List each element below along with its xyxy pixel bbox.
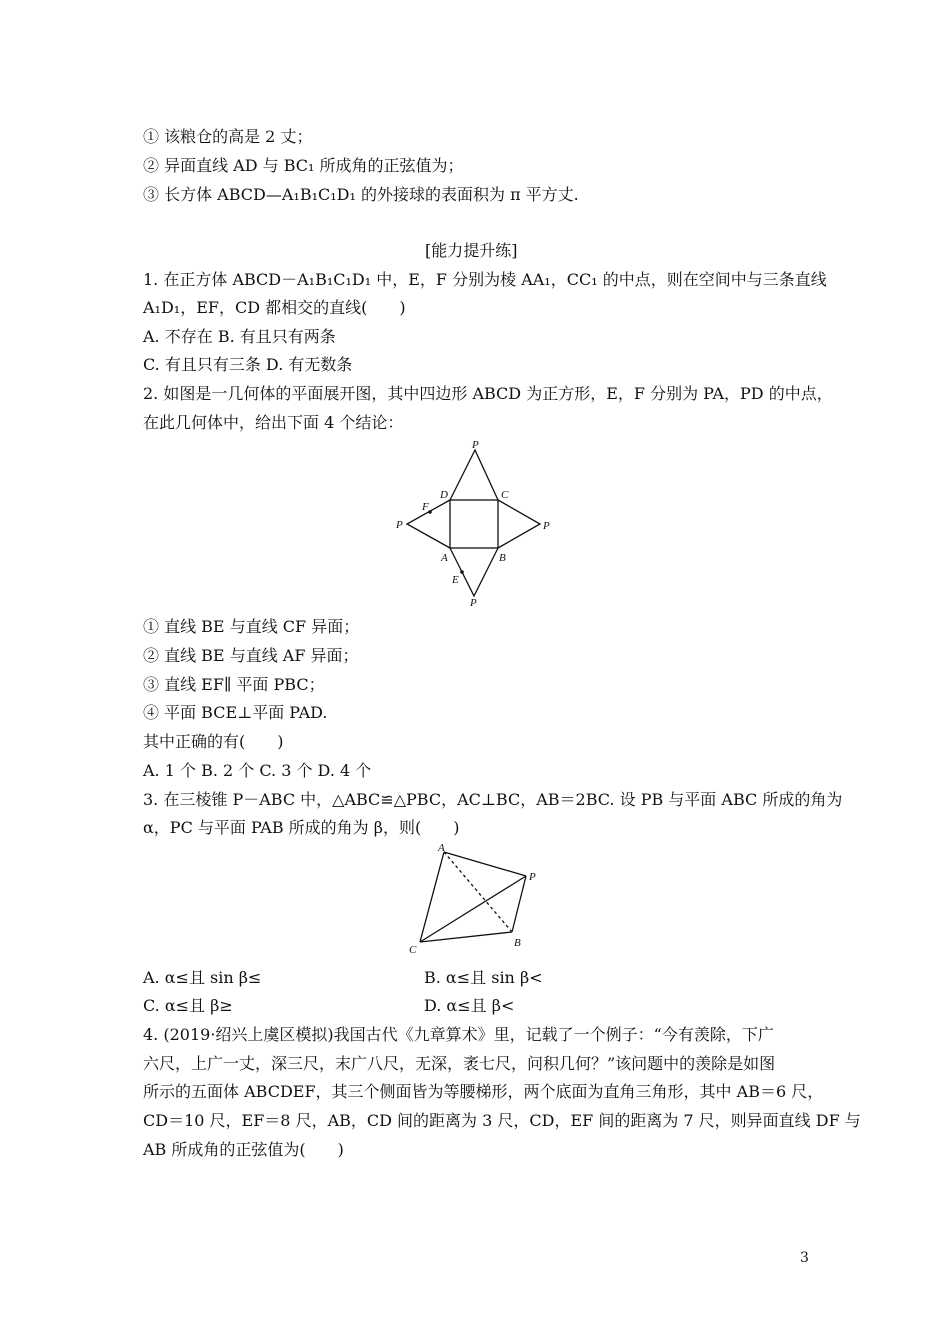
item-1: ① 该粮仓的高是 2 丈； <box>143 127 313 146</box>
q4-line-3: 所示的五面体 ABCDEF，其三个侧面皆为等腰梯形，两个底面为直角三角形，其中 AB＝6 尺， <box>143 1082 824 1101</box>
triangle-bottom <box>450 548 498 596</box>
q2-options: A. 1 个 B. 2 个 C. 3 个 D. 4 个 <box>143 761 372 780</box>
q2-statement-1: ① 直线 BE 与直线 CF 异面； <box>143 617 360 636</box>
label-p-top: P <box>472 439 479 451</box>
label-a: A <box>441 552 448 564</box>
q2-statement-4: ④ 平面 BCE⊥平面 PAD. <box>143 703 328 722</box>
label-p-right: P <box>543 520 550 532</box>
q3-option-d: D. α≤且 β< <box>424 996 515 1015</box>
q2-statement-3: ③ 直线 EF∥ 平面 PBC； <box>143 675 325 694</box>
point-e <box>460 570 464 574</box>
edge-pb <box>512 876 526 932</box>
q4-line-1: 4. (2019·绍兴上虞区模拟)我国古代《九章算术》里，记载了一个例子：“今有羡除，下广 <box>143 1025 774 1044</box>
q2-statement-2: ② 直线 BE 与直线 AF 异面； <box>143 646 359 665</box>
point-f <box>428 510 432 514</box>
label-b: B <box>514 937 521 949</box>
q3-option-c: C. α≤且 β≥ <box>143 996 233 1015</box>
q2-stem-line1: 2. 如图是一几何体的平面展开图，其中四边形 ABCD 为正方形，E，F 分别为 PA，PD 的中点， <box>143 384 833 403</box>
q3-option-a: A. α≤且 sin β≤ <box>143 968 262 987</box>
q3-option-b: B. α≤且 sin β< <box>424 968 543 987</box>
q3-stem-line2: α，PC 与平面 PAB 所成的角为 β，则( ) <box>143 818 460 837</box>
section-title: [能力提升练] <box>425 241 518 260</box>
label-f: F <box>422 501 429 513</box>
triangle-top <box>450 450 498 500</box>
item-3: ③ 长方体 ABCD—A₁B₁C₁D₁ 的外接球的表面积为 π 平方丈. <box>143 185 579 204</box>
q4-line-5: AB 所成角的正弦值为( ) <box>143 1140 344 1159</box>
q2-stem-line2: 在此几何体中，给出下面 4 个结论： <box>143 413 404 432</box>
q1-options-ab: A. 不存在 B. 有且只有两条 <box>143 327 336 346</box>
label-p-bottom: P <box>470 597 477 609</box>
q2-question: 其中正确的有( ) <box>143 732 284 751</box>
q4-line-4: CD＝10 尺，EF＝8 尺，AB，CD 间的距离为 3 尺，CD，EF 间的距离为 7 尺，则异面直线 DF 与 <box>143 1111 861 1130</box>
square-abcd <box>450 500 498 548</box>
label-d: D <box>440 489 448 501</box>
label-b: B <box>499 552 506 564</box>
q3-pyramid-figure <box>400 840 550 958</box>
edge-ac <box>420 852 444 942</box>
q1-stem-line2: A₁D₁，EF，CD 都相交的直线( ) <box>143 298 406 317</box>
q1-stem-line1: 1. 在正方体 ABCD－A₁B₁C₁D₁ 中，E，F 分别为棱 AA₁，CC₁ 的中点，则在空间中与三条直线 <box>143 270 827 289</box>
label-p: P <box>529 871 536 883</box>
triangle-right <box>498 500 540 548</box>
label-p-left: P <box>396 519 403 531</box>
page-number: 3 <box>800 1250 809 1266</box>
label-a: A <box>438 842 445 854</box>
label-e: E <box>452 574 459 586</box>
q1-options-cd: C. 有且只有三条 D. 有无数条 <box>143 355 353 374</box>
q2-net-figure <box>390 438 560 610</box>
label-c: C <box>501 489 509 501</box>
q3-stem-line1: 3. 在三棱锥 P－ABC 中，△ABC≌△PBC，AC⊥BC，AB＝2BC. 设 PB 与平面 ABC 所成的角为 <box>143 790 843 809</box>
q4-line-2: 六尺，上广一丈，深三尺，末广八尺，无深，袤七尺，问积几何？”该问题中的羡除是如图 <box>143 1054 776 1073</box>
edge-ap <box>444 852 526 876</box>
item-2: ② 异面直线 AD 与 BC₁ 所成角的正弦值为； <box>143 156 464 175</box>
label-c: C <box>409 944 417 956</box>
